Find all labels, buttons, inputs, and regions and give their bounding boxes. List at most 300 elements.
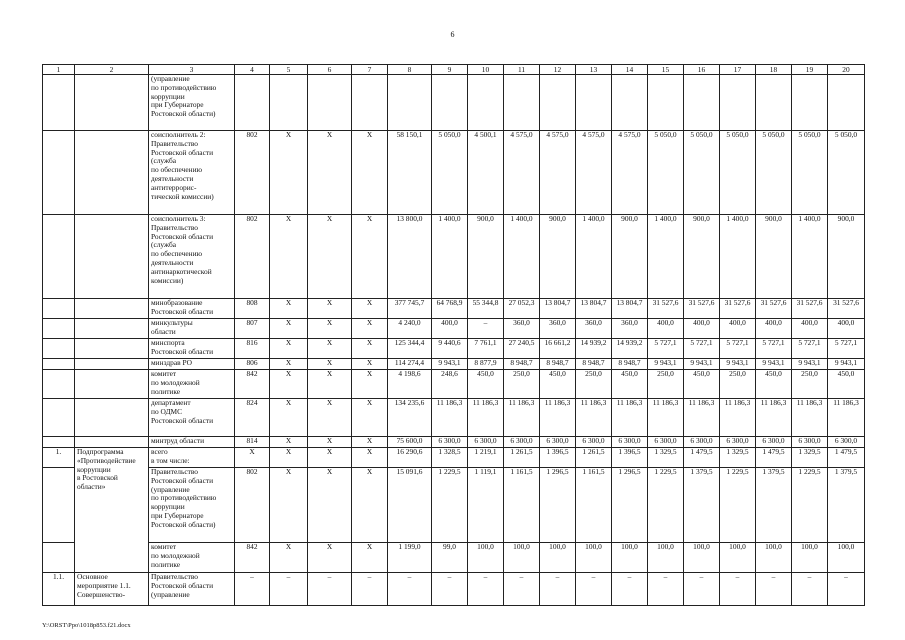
value-cell: X xyxy=(308,339,352,359)
value-cell: 5 050,0 xyxy=(684,131,720,215)
value-cell: 6 300,0 xyxy=(792,437,828,448)
value-cell: 8 948,7 xyxy=(504,359,540,370)
value-cell: X xyxy=(352,359,388,370)
value-cell: 360,0 xyxy=(576,319,612,339)
value-cell: X xyxy=(352,215,388,299)
value-cell: 6 300,0 xyxy=(540,437,576,448)
value-cell: 125 344,4 xyxy=(388,339,432,359)
executor-cell: минздрав РО xyxy=(149,359,235,370)
row-number-cell xyxy=(43,437,75,448)
value-cell: 450,0 xyxy=(684,370,720,399)
value-cell: X xyxy=(352,543,388,573)
value-cell: – xyxy=(432,573,468,606)
table-row xyxy=(43,448,865,468)
value-cell: X xyxy=(270,448,308,468)
value-cell xyxy=(828,75,865,131)
value-cell: 900,0 xyxy=(468,215,504,299)
value-cell: 250,0 xyxy=(576,370,612,399)
value-cell: 16 661,2 xyxy=(540,339,576,359)
value-cell: X xyxy=(308,399,352,437)
value-cell: 6 300,0 xyxy=(612,437,648,448)
value-cell: X xyxy=(352,448,388,468)
value-cell: X xyxy=(352,399,388,437)
table-row xyxy=(43,131,865,215)
value-cell: 806 xyxy=(235,359,270,370)
value-cell: 360,0 xyxy=(540,319,576,339)
value-cell: 31 527,6 xyxy=(828,299,865,319)
value-cell: 9 943,1 xyxy=(828,359,865,370)
value-cell: 9 943,1 xyxy=(792,359,828,370)
value-cell: 27 052,3 xyxy=(504,299,540,319)
value-cell: 400,0 xyxy=(720,319,756,339)
value-cell: 100,0 xyxy=(504,543,540,573)
value-cell: 1 261,5 xyxy=(504,448,540,468)
value-cell: X xyxy=(308,448,352,468)
value-cell: 5 727,1 xyxy=(756,339,792,359)
value-cell: 31 527,6 xyxy=(792,299,828,319)
value-cell: 6 300,0 xyxy=(720,437,756,448)
header-col-2: 2 xyxy=(75,65,149,75)
value-cell: 1 296,5 xyxy=(540,468,576,543)
table-row xyxy=(43,573,865,606)
value-cell: 16 290,6 xyxy=(388,448,432,468)
value-cell: 400,0 xyxy=(432,319,468,339)
program-name-cell xyxy=(75,75,149,131)
value-cell: X xyxy=(308,215,352,299)
table-row xyxy=(43,543,865,573)
table-row xyxy=(43,468,865,543)
value-cell: 6 300,0 xyxy=(756,437,792,448)
executor-cell: (управление по противодействию коррупции при Губернаторе Ростовской области) xyxy=(149,75,235,131)
value-cell: – xyxy=(468,319,504,339)
value-cell: 802 xyxy=(235,131,270,215)
value-cell: 5 050,0 xyxy=(828,131,865,215)
value-cell: 250,0 xyxy=(720,370,756,399)
executor-cell: комитет по молодежной политике xyxy=(149,370,235,399)
value-cell xyxy=(684,75,720,131)
value-cell: – xyxy=(308,573,352,606)
value-cell: 1 229,5 xyxy=(648,468,684,543)
value-cell: 100,0 xyxy=(828,543,865,573)
value-cell: – xyxy=(756,573,792,606)
value-cell: – xyxy=(270,573,308,606)
value-cell: 450,0 xyxy=(468,370,504,399)
value-cell xyxy=(388,75,432,131)
value-cell: 8 948,7 xyxy=(540,359,576,370)
value-cell xyxy=(756,75,792,131)
value-cell: 5 050,0 xyxy=(648,131,684,215)
table-row xyxy=(43,299,865,319)
header-col-10: 10 xyxy=(468,65,504,75)
value-cell: X xyxy=(308,543,352,573)
value-cell xyxy=(720,75,756,131)
value-cell: 6 300,0 xyxy=(648,437,684,448)
value-cell: 900,0 xyxy=(756,215,792,299)
executor-cell: минкультуры области xyxy=(149,319,235,339)
value-cell: X xyxy=(352,319,388,339)
executor-cell: соисполнитель 3: Правительство Ростовской области (служба по обеспечению деятельности антинаркотической комиссии) xyxy=(149,215,235,299)
executor-cell: Правительство Ростовской области (управление xyxy=(149,573,235,606)
program-name-cell: Подпрограмма «Противодействие коррупции в Ростовской области» xyxy=(75,448,149,573)
value-cell: – xyxy=(720,573,756,606)
value-cell: – xyxy=(235,573,270,606)
executor-cell: Правительство Ростовской области (управление по противодействию коррупции при Губернаторе Ростовской области) xyxy=(149,468,235,543)
value-cell: 450,0 xyxy=(828,370,865,399)
row-number-cell xyxy=(43,299,75,319)
value-cell: – xyxy=(684,573,720,606)
table-row xyxy=(43,399,865,437)
value-cell: X xyxy=(352,299,388,319)
value-cell: – xyxy=(612,573,648,606)
value-cell: 450,0 xyxy=(756,370,792,399)
value-cell: 1 379,5 xyxy=(684,468,720,543)
value-cell: X xyxy=(270,215,308,299)
value-cell xyxy=(612,75,648,131)
value-cell: 27 240,5 xyxy=(504,339,540,359)
header-col-19: 19 xyxy=(792,65,828,75)
header-row xyxy=(43,65,865,75)
value-cell: – xyxy=(540,573,576,606)
value-cell: 11 186,3 xyxy=(756,399,792,437)
value-cell: 1 229,5 xyxy=(720,468,756,543)
value-cell: 1 199,0 xyxy=(388,543,432,573)
value-cell xyxy=(235,75,270,131)
value-cell: 6 300,0 xyxy=(504,437,540,448)
header-col-14: 14 xyxy=(612,65,648,75)
value-cell: 31 527,6 xyxy=(756,299,792,319)
value-cell: X xyxy=(270,543,308,573)
value-cell: X xyxy=(270,339,308,359)
value-cell: 802 xyxy=(235,215,270,299)
header-col-8: 8 xyxy=(388,65,432,75)
executor-cell: минспорта Ростовской области xyxy=(149,339,235,359)
value-cell: 1 296,5 xyxy=(612,468,648,543)
row-number-cell xyxy=(43,131,75,215)
value-cell: X xyxy=(308,437,352,448)
value-cell xyxy=(468,75,504,131)
value-cell: 75 600,0 xyxy=(388,437,432,448)
value-cell: 5 050,0 xyxy=(720,131,756,215)
row-number-cell xyxy=(43,468,75,543)
value-cell: 8 948,7 xyxy=(612,359,648,370)
program-name-cell xyxy=(75,319,149,339)
value-cell: 11 186,3 xyxy=(432,399,468,437)
executor-cell: всего в том числе: xyxy=(149,448,235,468)
value-cell: X xyxy=(270,131,308,215)
executor-cell: минобразование Ростовской области xyxy=(149,299,235,319)
value-cell: X xyxy=(235,448,270,468)
value-cell: 1 219,1 xyxy=(468,448,504,468)
value-cell: 1 396,5 xyxy=(612,448,648,468)
program-name-cell xyxy=(75,299,149,319)
executor-cell: соисполнитель 2: Правительство Ростовской области (служба по обеспечению деятельности антитеррорис- тической комиссии) xyxy=(149,131,235,215)
value-cell: 4 240,0 xyxy=(388,319,432,339)
value-cell: 9 943,1 xyxy=(432,359,468,370)
value-cell: 1 396,5 xyxy=(540,448,576,468)
program-name-cell xyxy=(75,339,149,359)
value-cell: 4 500,1 xyxy=(468,131,504,215)
value-cell: 15 091,6 xyxy=(388,468,432,543)
value-cell: 1 400,0 xyxy=(576,215,612,299)
header-col-13: 13 xyxy=(576,65,612,75)
executor-cell: департамент по ОДМС Ростовской области xyxy=(149,399,235,437)
value-cell: X xyxy=(270,299,308,319)
value-cell: 9 943,1 xyxy=(648,359,684,370)
footer-file-path: Y:\ORST\Ppo\1018p853.f21.docx xyxy=(42,622,131,629)
table-row xyxy=(43,75,865,131)
table-row xyxy=(43,339,865,359)
header-col-20: 20 xyxy=(828,65,865,75)
value-cell: X xyxy=(352,468,388,543)
program-name-cell xyxy=(75,359,149,370)
value-cell: 816 xyxy=(235,339,270,359)
value-cell: 14 939,2 xyxy=(612,339,648,359)
value-cell: X xyxy=(308,319,352,339)
value-cell: X xyxy=(308,468,352,543)
value-cell: 1 161,5 xyxy=(504,468,540,543)
value-cell: 807 xyxy=(235,319,270,339)
header-col-11: 11 xyxy=(504,65,540,75)
header-col-1: 1 xyxy=(43,65,75,75)
value-cell: 9 943,1 xyxy=(684,359,720,370)
value-cell: 64 768,9 xyxy=(432,299,468,319)
executor-cell: комитет по молодежной политике xyxy=(149,543,235,573)
value-cell: 100,0 xyxy=(792,543,828,573)
value-cell xyxy=(504,75,540,131)
header-col-9: 9 xyxy=(432,65,468,75)
value-cell: 100,0 xyxy=(540,543,576,573)
value-cell: X xyxy=(270,399,308,437)
executor-cell: минтруд области xyxy=(149,437,235,448)
value-cell: X xyxy=(352,370,388,399)
value-cell: 248,6 xyxy=(432,370,468,399)
table-row xyxy=(43,437,865,448)
value-cell: 377 745,7 xyxy=(388,299,432,319)
value-cell: 55 344,8 xyxy=(468,299,504,319)
value-cell: 450,0 xyxy=(540,370,576,399)
value-cell: X xyxy=(352,437,388,448)
table-row xyxy=(43,319,865,339)
value-cell: 4 575,0 xyxy=(504,131,540,215)
table-row xyxy=(43,370,865,399)
program-name-cell xyxy=(75,215,149,299)
value-cell: 5 727,1 xyxy=(720,339,756,359)
value-cell: 1 400,0 xyxy=(648,215,684,299)
value-cell: 824 xyxy=(235,399,270,437)
program-name-cell xyxy=(75,437,149,448)
value-cell xyxy=(576,75,612,131)
value-cell: 6 300,0 xyxy=(468,437,504,448)
value-cell: 1 329,5 xyxy=(792,448,828,468)
header-col-6: 6 xyxy=(308,65,352,75)
value-cell: 6 300,0 xyxy=(828,437,865,448)
value-cell: 4 198,6 xyxy=(388,370,432,399)
row-number-cell xyxy=(43,370,75,399)
value-cell: 1 400,0 xyxy=(432,215,468,299)
value-cell: 900,0 xyxy=(684,215,720,299)
value-cell: 4 575,0 xyxy=(576,131,612,215)
value-cell: 1 400,0 xyxy=(720,215,756,299)
value-cell: 11 186,3 xyxy=(540,399,576,437)
value-cell: 5 727,1 xyxy=(828,339,865,359)
value-cell: 1 161,5 xyxy=(576,468,612,543)
value-cell: 14 939,2 xyxy=(576,339,612,359)
value-cell: X xyxy=(308,299,352,319)
header-col-15: 15 xyxy=(648,65,684,75)
value-cell: 900,0 xyxy=(540,215,576,299)
value-cell: – xyxy=(388,573,432,606)
value-cell: 1 379,5 xyxy=(756,468,792,543)
table-row xyxy=(43,359,865,370)
header-col-18: 18 xyxy=(756,65,792,75)
value-cell: 842 xyxy=(235,370,270,399)
value-cell: 5 727,1 xyxy=(648,339,684,359)
value-cell: – xyxy=(648,573,684,606)
row-number-cell xyxy=(43,319,75,339)
header-col-3: 3 xyxy=(149,65,235,75)
budget-table xyxy=(42,64,865,606)
value-cell: 814 xyxy=(235,437,270,448)
row-number-cell: 1.1. xyxy=(43,573,75,606)
value-cell: 11 186,3 xyxy=(720,399,756,437)
value-cell: X xyxy=(270,319,308,339)
value-cell: – xyxy=(468,573,504,606)
value-cell: – xyxy=(504,573,540,606)
row-number-cell xyxy=(43,339,75,359)
value-cell: X xyxy=(308,359,352,370)
program-name-cell xyxy=(75,370,149,399)
value-cell: 58 150,1 xyxy=(388,131,432,215)
value-cell xyxy=(432,75,468,131)
value-cell: 31 527,6 xyxy=(648,299,684,319)
value-cell: 31 527,6 xyxy=(684,299,720,319)
header-col-17: 17 xyxy=(720,65,756,75)
value-cell: 4 575,0 xyxy=(540,131,576,215)
value-cell: 4 575,0 xyxy=(612,131,648,215)
value-cell: 250,0 xyxy=(648,370,684,399)
value-cell: 360,0 xyxy=(504,319,540,339)
value-cell: X xyxy=(308,131,352,215)
value-cell: 8 877,9 xyxy=(468,359,504,370)
value-cell xyxy=(352,75,388,131)
value-cell: 400,0 xyxy=(684,319,720,339)
value-cell: 1 400,0 xyxy=(792,215,828,299)
page-number: 6 xyxy=(450,30,455,39)
value-cell: 134 235,6 xyxy=(388,399,432,437)
value-cell: 31 527,6 xyxy=(720,299,756,319)
value-cell: 11 186,3 xyxy=(648,399,684,437)
value-cell: 1 328,5 xyxy=(432,448,468,468)
header-col-16: 16 xyxy=(684,65,720,75)
value-cell: 11 186,3 xyxy=(792,399,828,437)
value-cell: 11 186,3 xyxy=(504,399,540,437)
value-cell: 5 050,0 xyxy=(792,131,828,215)
value-cell: 9 943,1 xyxy=(756,359,792,370)
value-cell: 9 440,6 xyxy=(432,339,468,359)
table-body xyxy=(43,75,865,606)
row-number-cell xyxy=(43,359,75,370)
value-cell: X xyxy=(308,370,352,399)
value-cell: 8 948,7 xyxy=(576,359,612,370)
row-number-cell xyxy=(43,399,75,437)
program-name-cell: Основное мероприятие 1.1. Совершенство- xyxy=(75,573,149,606)
value-cell xyxy=(270,75,308,131)
value-cell: 400,0 xyxy=(756,319,792,339)
value-cell: 100,0 xyxy=(468,543,504,573)
value-cell: 1 400,0 xyxy=(504,215,540,299)
value-cell: 400,0 xyxy=(828,319,865,339)
value-cell: 6 300,0 xyxy=(684,437,720,448)
value-cell: 100,0 xyxy=(720,543,756,573)
header-col-7: 7 xyxy=(352,65,388,75)
value-cell: 1 379,5 xyxy=(828,468,865,543)
row-number-cell xyxy=(43,215,75,299)
value-cell: – xyxy=(828,573,865,606)
value-cell xyxy=(792,75,828,131)
value-cell: 5 727,1 xyxy=(684,339,720,359)
value-cell: – xyxy=(576,573,612,606)
value-cell: 842 xyxy=(235,543,270,573)
row-number-cell xyxy=(43,75,75,131)
value-cell: 5 050,0 xyxy=(756,131,792,215)
value-cell: 100,0 xyxy=(648,543,684,573)
value-cell xyxy=(540,75,576,131)
value-cell: 1 479,5 xyxy=(828,448,865,468)
header-col-5: 5 xyxy=(270,65,308,75)
value-cell: 250,0 xyxy=(792,370,828,399)
value-cell: 13 804,7 xyxy=(540,299,576,319)
value-cell: 250,0 xyxy=(504,370,540,399)
value-cell: 11 186,3 xyxy=(612,399,648,437)
value-cell: 13 804,7 xyxy=(612,299,648,319)
value-cell: 11 186,3 xyxy=(684,399,720,437)
value-cell: 13 800,0 xyxy=(388,215,432,299)
value-cell: 400,0 xyxy=(792,319,828,339)
value-cell: X xyxy=(352,339,388,359)
value-cell xyxy=(308,75,352,131)
value-cell: 6 300,0 xyxy=(432,437,468,448)
table-row xyxy=(43,215,865,299)
program-name-cell xyxy=(75,399,149,437)
header-col-4: 4 xyxy=(235,65,270,75)
value-cell: X xyxy=(270,437,308,448)
value-cell: 450,0 xyxy=(612,370,648,399)
value-cell: 100,0 xyxy=(612,543,648,573)
value-cell: 360,0 xyxy=(612,319,648,339)
value-cell: 100,0 xyxy=(756,543,792,573)
program-name-cell xyxy=(75,131,149,215)
value-cell: 1 479,5 xyxy=(756,448,792,468)
value-cell: 1 329,5 xyxy=(720,448,756,468)
value-cell: – xyxy=(792,573,828,606)
value-cell: 5 050,0 xyxy=(432,131,468,215)
value-cell: 7 761,1 xyxy=(468,339,504,359)
value-cell: 11 186,3 xyxy=(468,399,504,437)
row-number-cell: 1. xyxy=(43,448,75,468)
value-cell: 99,0 xyxy=(432,543,468,573)
value-cell: X xyxy=(270,370,308,399)
value-cell: X xyxy=(352,131,388,215)
value-cell: X xyxy=(270,359,308,370)
header-col-12: 12 xyxy=(540,65,576,75)
value-cell: 900,0 xyxy=(612,215,648,299)
value-cell: 6 300,0 xyxy=(576,437,612,448)
value-cell: 11 186,3 xyxy=(576,399,612,437)
value-cell: X xyxy=(270,468,308,543)
value-cell: 11 186,3 xyxy=(828,399,865,437)
value-cell: 1 229,5 xyxy=(792,468,828,543)
value-cell: 114 274,4 xyxy=(388,359,432,370)
